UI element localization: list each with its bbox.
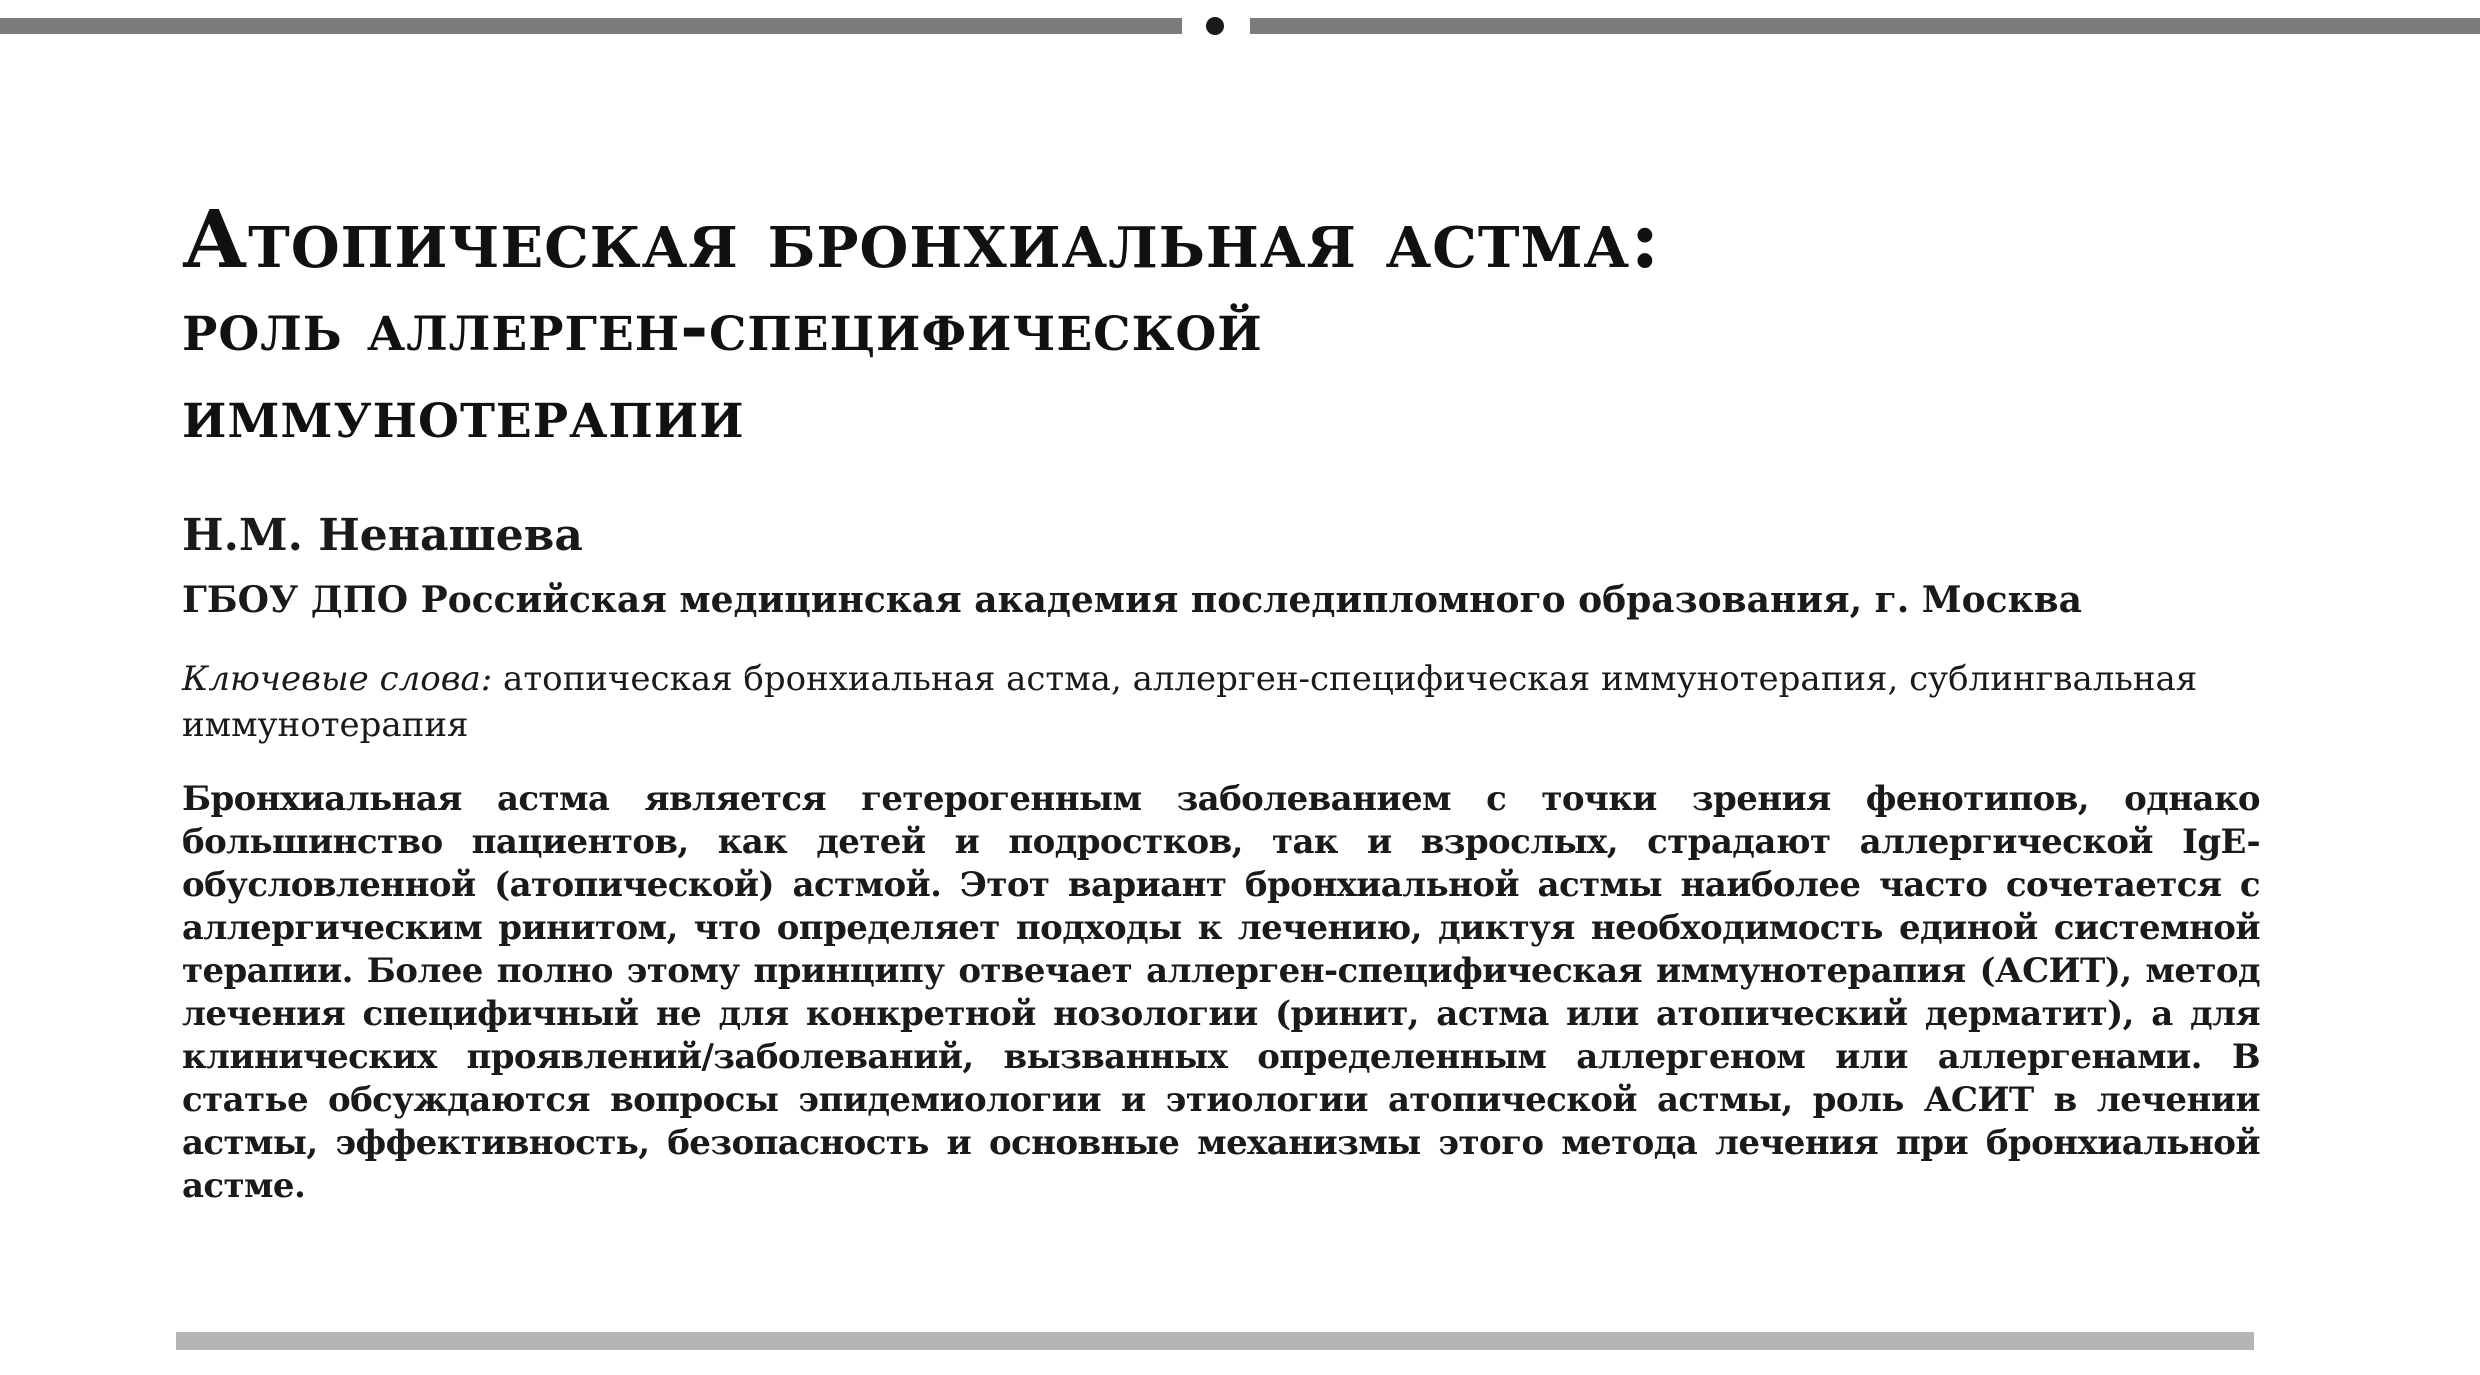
abstract-text: Бронхиальная астма является гетерогенным заболеванием с точки зрения фенотипов, однако большинство пациентов, как детей и подростков, так и взрослых, страдают аллергической IgE-обусловленной (атопической) астмой. Этот вариант бронхиальной астмы наиболее часто сочетается с аллергическим ринитом, что определяет подходы к лечению, диктуя необходимость единой системной терапии. Более полно этому принципу отвечает аллерген-специфическая иммунотерапия (АСИТ), метод лечения специфичный не для конкретной нозологии (ринит, астма или атопический дерматит), а для клинических проявлений/заболеваний, вызванных определенным аллергеном или аллергенами. В статье обсуждаются вопросы эпидемиологии и этиологии атопической астмы, роль АСИТ в лечении астмы, эффективность, безопасность и основные механизмы этого метода лечения при бронхиальной астме.: [182, 779, 2260, 1206]
keywords: [182, 656, 2262, 748]
bottom-divider: [176, 1332, 2254, 1350]
divider-dot-icon: [1206, 17, 1224, 35]
keywords-text: атопическая бронхиальная астма, аллерген-специфическая иммунотерапия, сублингвальная иммунотерапия: [182, 659, 2198, 745]
title-line-3: иммунотерапии: [182, 374, 745, 453]
author-name: Н.М. Ненашева: [182, 510, 583, 561]
author-affiliation: ГБОУ ДПО Российская медицинская академия последипломного образования, г. Москва: [182, 579, 2082, 621]
keywords-label: Ключевые слова:: [182, 659, 493, 699]
top-divider-left: [0, 18, 1182, 34]
top-divider-right: [1250, 18, 2480, 34]
title-line-1: Атопическая бронхиальная астма:: [182, 192, 1661, 286]
article-title: [182, 192, 2282, 457]
title-line-2: роль аллерген-специфической: [182, 287, 1263, 366]
